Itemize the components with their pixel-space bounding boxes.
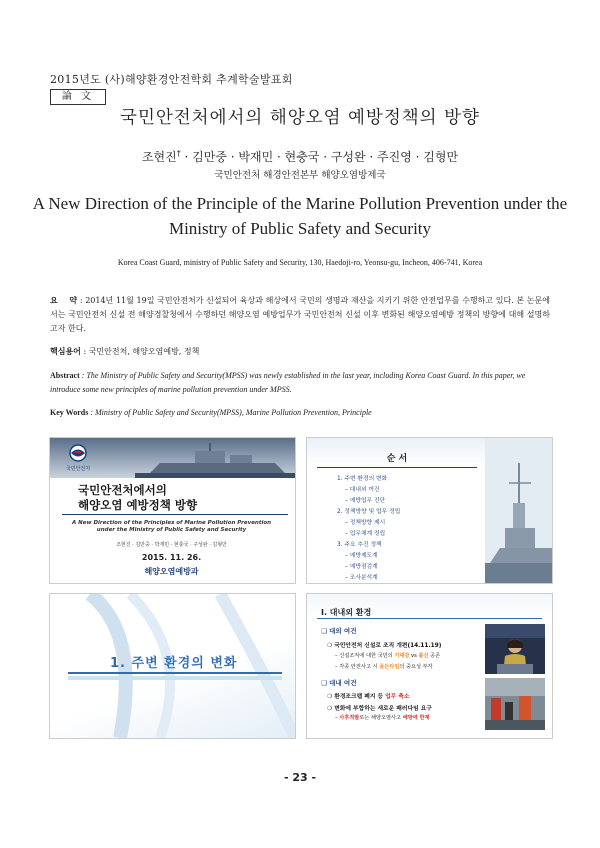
contents-item: 3. 주요 추진 정책 [337,542,382,548]
accident-photo [485,678,545,730]
title-english: A New Direction of the Principle of the Marine Pollution Prevention under the Ministry of Public Safety and Security [32,194,568,238]
square-bullet-icon: ❑ [321,627,330,635]
env-bullet1b: – 각종 안전사고 시 골든타임의 중요성 부각 [335,664,433,670]
contents-item: – 조사분석계 [345,575,378,581]
env-text: 의 중요성 부각 [399,664,433,670]
env-bullet1-text: 국민안전처 신설로 조직 개편(14.11.19) [334,643,442,649]
env-text: 로는 해양오염사고 [359,715,403,721]
env-bullet2 [327,691,410,700]
slide-section [49,593,296,739]
keywords-ko-label: 핵심용어 [50,346,81,356]
abstract-korean [50,293,550,336]
env-bullet3a: – 사후적발로는 해양오염사고 예방에 한계 [335,715,430,721]
abstract-en-text: : The Ministry of Public Safety and Security(MPSS) was newly established in the last year, including Korea Coast Guard. In this paper, we introduce some new principles of marine pollution prevention under MPSS. [50,371,526,394]
square-bullet-icon: ❑ [321,679,330,687]
affiliation-english: Korea Coast Guard, ministry of Public Safety and Security, 130, Haedoji-ro, Yeonsu-gu, Incheon, 406-741, Korea [117,258,483,267]
contents-item: 2. 정책방향 및 업무 정립 [337,509,401,515]
keywords-korean [50,344,550,359]
ship-image [135,443,295,478]
cover-title-1: 국민안전처에서의 [78,483,167,497]
keywords-ko-text: : 국민안전처, 해양오염예방, 정책 [80,347,200,356]
contents-item: – 예방점검계 [345,564,378,570]
env-text: vs [409,653,419,659]
env-bullet1 [327,640,441,649]
env-sec2 [321,678,356,687]
keywords-en-text: : Ministry of Public Safety and Security(MPSS), Marine Pollution Prevention, Principle [88,408,372,417]
speech-photo [485,624,545,674]
env-highlight: 사후적발 [339,715,360,721]
abstract-ko-label: 요 약 [50,295,78,305]
contents-item: – 예방업무 진단 [345,498,386,504]
contents-item: 1. 주변 환경의 변화 [337,476,388,482]
env-bullet1a: – 신설조직에 대한 국민의 기대감 vs 불신 공존 [335,653,441,659]
env-text: 각종 안전사고 시 [339,664,380,670]
cover-date: 2015. 11. 26. [141,553,202,562]
circle-bullet-icon: ❍ [327,643,335,649]
coauthors: · 김만중 · 박재민 · 현충국 · 구성완 · 주진영 · 김형만 [180,150,459,164]
contents-item: – 업무체계 정립 [345,531,386,537]
cover-en-title-2: under the Ministry of Public Safety and Security [96,527,247,533]
cover-dept: 해양오염예방과 [144,567,199,576]
env-highlight: 불신 [418,653,429,659]
section-heading: 1. 주변 환경의 변화 [110,656,238,671]
env-bullet3-text: 변화에 부합하는 새로운 패러다임 요구 [334,706,432,712]
section-underline [68,672,282,674]
env-sec1-label: 대외 여건 [329,627,357,635]
cover-authors: 조현진 · 김만중 · 박재민 · 현충국 · 구성완 · 김형만 [116,542,227,548]
page-number: - 23 - [283,771,317,784]
env-sec2-label: 대내 여건 [329,679,357,687]
affiliation-korean: 국민안전처 해경안전본부 해양오염방제국 [214,170,386,181]
warship-image [485,438,552,583]
env-bullet3 [327,703,432,712]
mpss-emblem-icon [67,444,89,462]
category-label: 論 文 [50,89,106,105]
first-author: 조현진 [141,150,177,164]
abstract-ko-text: : 2014년 11월 19일 국민안전처가 신설되어 육상과 해상에서 국민의 생명과 재산을 지키기 위한 안전업무를 수행하고 있다. 본 논문에서는 국민안전처 신설 전 해양경찰청에서 수행하던 해양오염 예방업무가 국민안전처 신설 이후 변화된 해양오염예방 정책의 방향에 대해 설명하고자 한다. [50,296,550,333]
slide-contents [306,437,553,584]
contents-item: – 정책방향 제시 [345,520,386,526]
abstract-english [50,369,550,397]
cover-divider [62,514,288,515]
env-highlight: 업무 축소 [385,694,410,700]
authors [0,148,600,165]
env-highlight: 골든타임 [379,664,400,670]
env-underline [317,618,542,619]
cover-en-title-1: A New Direction of the Principles of Marine Pollution Prevention [71,520,272,526]
circle-bullet-icon: ❍ [327,694,335,700]
slide-environment [306,593,553,739]
cover-title-2: 해양오염 예방정책 방향 [78,498,198,512]
env-heading: Ⅰ. 대내외 환경 [321,608,372,617]
keywords-english [50,406,550,420]
contents-list [337,474,400,584]
env-text: 신설조직에 대한 국민의 [339,653,395,659]
contents-underline [317,467,477,468]
mpss-logo [58,444,98,474]
env-highlight: 예방에 한계 [402,715,430,721]
logo-text: 국민안전처 [65,466,91,472]
contents-title: 순 서 [386,454,408,464]
section-underline-shadow [68,676,282,680]
env-highlight: 기대감 [394,653,410,659]
conference-name: 2015년도 (사)해양환경안전학회 추계학술발표회 [50,73,293,86]
corresponding-mark: † [176,149,181,158]
env-text: 공존 [428,653,441,659]
abstract-en-label: Abstract [50,371,80,380]
title-korean: 국민안전처에서의 해양오염 예방정책의 방향 [120,108,480,128]
env-text: 환경조크랩 폐지 등 [334,694,386,700]
slide-cover [49,437,296,584]
keywords-en-label: Key Words [50,408,89,417]
circle-bullet-icon: ❍ [327,706,335,712]
contents-item: – 대내외 여건 [345,487,380,493]
contents-item: – 예방제도계 [345,553,378,559]
env-sec1 [321,626,356,635]
